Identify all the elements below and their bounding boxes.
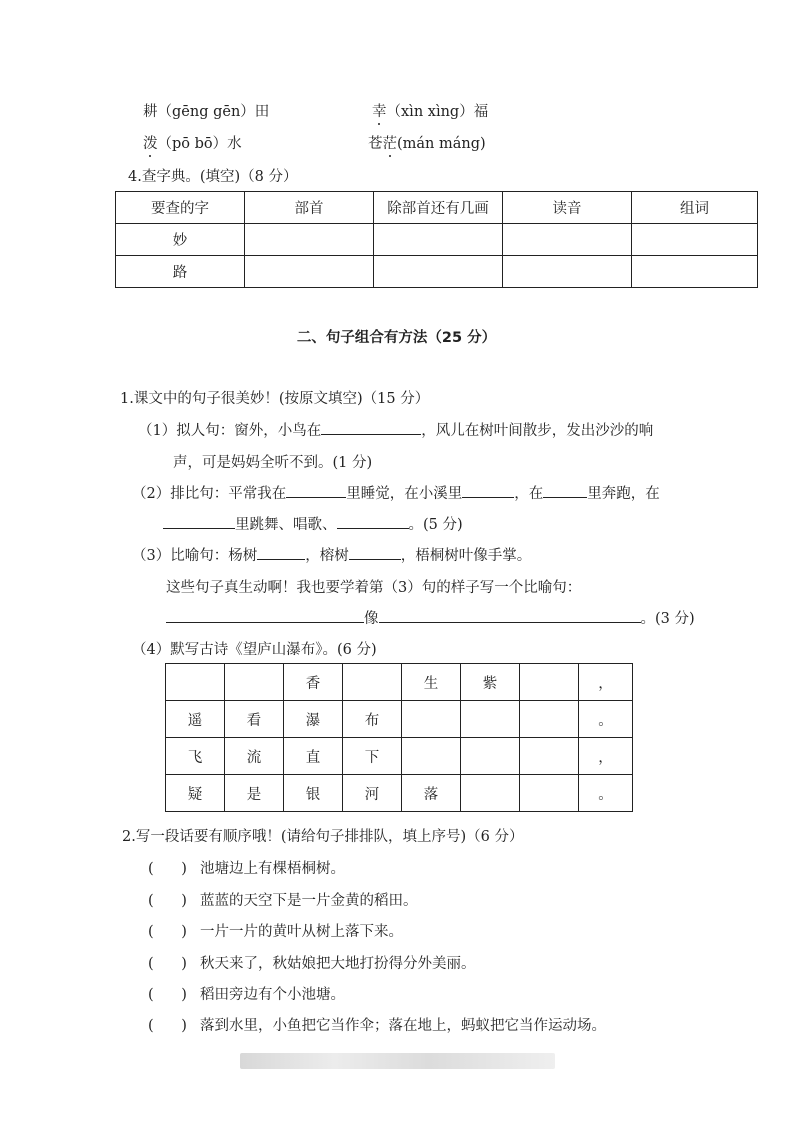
poem-cell[interactable] <box>461 775 520 812</box>
dotted-char: 泼 <box>143 136 158 152</box>
poem-cell[interactable] <box>402 738 461 775</box>
poem-cell: 布 <box>343 701 402 738</box>
poem-cell: 落 <box>402 775 461 812</box>
table-header-cell: 部首 <box>245 192 374 224</box>
answer-cell[interactable] <box>245 256 374 288</box>
poem-cell: 下 <box>343 738 402 775</box>
parallelism-line-2 <box>163 513 463 534</box>
ordering-item <box>148 952 476 973</box>
ordering-sentence: 秋天来了，秋姑娘把大地打扮得分外美丽。 <box>200 956 476 972</box>
poem-row <box>166 701 633 738</box>
poem-cell[interactable] <box>520 738 579 775</box>
ordering-item <box>148 983 345 1004</box>
poem-cell: 疑 <box>166 775 225 812</box>
question-2-title: 2.写一段话要有顺序哦！(请给句子排排队，填上序号)（6 分） <box>122 829 524 845</box>
poem-cell[interactable] <box>520 664 579 701</box>
text: 里奔跑，在 <box>587 486 660 502</box>
parallelism-line <box>132 482 660 503</box>
pinyin-item-mang <box>368 132 486 153</box>
question-1-title: 1.课文中的句子很美妙！(按原文填空)（15 分） <box>120 391 430 407</box>
simile-writing-line <box>166 607 695 628</box>
poem-row <box>166 664 633 701</box>
poem-cell: 看 <box>225 701 284 738</box>
answer-cell[interactable] <box>374 256 503 288</box>
answer-blank[interactable] <box>337 514 409 529</box>
table-cell: 路 <box>116 256 245 288</box>
poem-instruction: （4）默写古诗《望庐山瀑布》。(6 分) <box>132 642 377 658</box>
poem-cell: 直 <box>284 738 343 775</box>
poem-cell: 流 <box>225 738 284 775</box>
blurred-footer-watermark <box>240 1053 555 1069</box>
answer-cell[interactable] <box>503 224 632 256</box>
poem-cell: 瀑 <box>284 701 343 738</box>
order-parentheses[interactable]: ( ) <box>148 861 187 877</box>
dotted-char: 茫 <box>382 136 397 152</box>
dotted-char: 幸 <box>372 104 387 120</box>
order-parentheses[interactable]: ( ) <box>148 987 187 1003</box>
text: ，梧桐树叶像手掌。 <box>400 548 532 564</box>
ordering-item <box>148 1014 606 1035</box>
text: （2）排比句：平常我在 <box>132 486 287 502</box>
poem-cell: 飞 <box>166 738 225 775</box>
dictionary-table <box>115 191 758 288</box>
answer-blank[interactable] <box>321 420 421 435</box>
ordering-sentence: 蓝蓝的天空下是一片金黄的稻田。 <box>200 893 418 909</box>
answer-blank[interactable] <box>349 545 401 560</box>
question-4-title: 4.查字典。(填空)（8 分） <box>128 169 298 185</box>
order-parentheses[interactable]: ( ) <box>148 1018 187 1034</box>
poem-cell: 紫 <box>461 664 520 701</box>
personification-line <box>138 419 653 440</box>
answer-blank[interactable] <box>543 483 587 498</box>
pinyin-item-geng: 耕（gēng gēn）田 <box>143 104 270 120</box>
text: 里睡觉，在小溪里 <box>346 486 463 502</box>
simile-instruction: 这些句子真生动啊！我也要学着第（3）句的样子写一个比喻句： <box>166 580 582 596</box>
text: （1）拟人句：窗外，小鸟在 <box>138 423 322 439</box>
ordering-sentence: 池塘边上有棵梧桐树。 <box>200 861 345 877</box>
answer-blank[interactable] <box>166 608 364 623</box>
personification-line-2: 声，可是妈妈全听不到。(1 分) <box>173 455 373 471</box>
table-header-cell: 要查的字 <box>116 192 245 224</box>
table-header-cell: 除部首还有几画 <box>374 192 503 224</box>
poem-cell[interactable] <box>461 701 520 738</box>
answer-cell[interactable] <box>245 224 374 256</box>
text: ，榕树 <box>305 548 349 564</box>
poem-cell[interactable] <box>520 775 579 812</box>
table-header-cell: 读音 <box>503 192 632 224</box>
poem-cell: 遥 <box>166 701 225 738</box>
ordering-item <box>148 889 418 910</box>
pinyin-options: （pō bō）水 <box>157 136 242 152</box>
answer-cell[interactable] <box>632 224 758 256</box>
answer-blank[interactable] <box>257 545 305 560</box>
table-cell: 妙 <box>116 224 245 256</box>
answer-cell[interactable] <box>632 256 758 288</box>
poem-grid <box>165 663 633 812</box>
table-row <box>116 224 758 256</box>
ordering-sentence: 落到水里，小鱼把它当作伞；落在地上，蚂蚁把它当作运动场。 <box>200 1018 606 1034</box>
answer-blank[interactable] <box>163 514 235 529</box>
poem-cell[interactable] <box>520 701 579 738</box>
poem-cell[interactable] <box>343 664 402 701</box>
order-parentheses[interactable]: ( ) <box>148 893 187 909</box>
answer-blank[interactable] <box>379 608 641 623</box>
answer-blank[interactable] <box>286 483 346 498</box>
text: 。(3 分) <box>640 611 695 627</box>
pinyin-item-xing <box>372 100 488 121</box>
poem-cell: 是 <box>225 775 284 812</box>
order-parentheses[interactable]: ( ) <box>148 956 187 972</box>
simile-line <box>132 544 531 565</box>
text: ，在 <box>514 486 544 502</box>
char: 苍 <box>368 136 383 152</box>
poem-punct-cell: 。 <box>579 701 633 738</box>
poem-cell[interactable] <box>225 664 284 701</box>
poem-row <box>166 738 633 775</box>
order-parentheses[interactable]: ( ) <box>148 924 187 940</box>
text: （3）比喻句：杨树 <box>132 548 258 564</box>
answer-cell[interactable] <box>374 224 503 256</box>
text: 里跳舞、唱歌、 <box>235 517 337 533</box>
text: 像 <box>364 611 379 627</box>
ordering-sentence: 稻田旁边有个小池塘。 <box>200 987 345 1003</box>
poem-punct-cell: ， <box>579 738 633 775</box>
ordering-item <box>148 857 345 878</box>
poem-cell: 银 <box>284 775 343 812</box>
text: 。(5 分) <box>408 517 463 533</box>
poem-cell[interactable] <box>461 738 520 775</box>
pinyin-item-po <box>143 132 242 153</box>
table-header-row <box>116 192 758 224</box>
poem-punct-cell: 。 <box>579 775 633 812</box>
poem-row <box>166 775 633 812</box>
pinyin-options: (mán máng) <box>397 136 486 152</box>
ordering-item <box>148 920 403 941</box>
answer-cell[interactable] <box>503 256 632 288</box>
poem-cell[interactable] <box>166 664 225 701</box>
section-title: 二、句子组合有方法（25 分） <box>296 330 497 346</box>
poem-cell: 河 <box>343 775 402 812</box>
table-row <box>116 256 758 288</box>
ordering-sentence: 一片一片的黄叶从树上落下来。 <box>200 924 403 940</box>
text: ，风儿在树叶间散步，发出沙沙的响 <box>421 423 654 439</box>
poem-cell: 生 <box>402 664 461 701</box>
table-header-cell: 组词 <box>632 192 758 224</box>
answer-blank[interactable] <box>462 483 514 498</box>
poem-cell: 香 <box>284 664 343 701</box>
poem-punct-cell: ， <box>579 664 633 701</box>
poem-cell[interactable] <box>402 701 461 738</box>
pinyin-options: （xìn xìng）福 <box>386 104 489 120</box>
